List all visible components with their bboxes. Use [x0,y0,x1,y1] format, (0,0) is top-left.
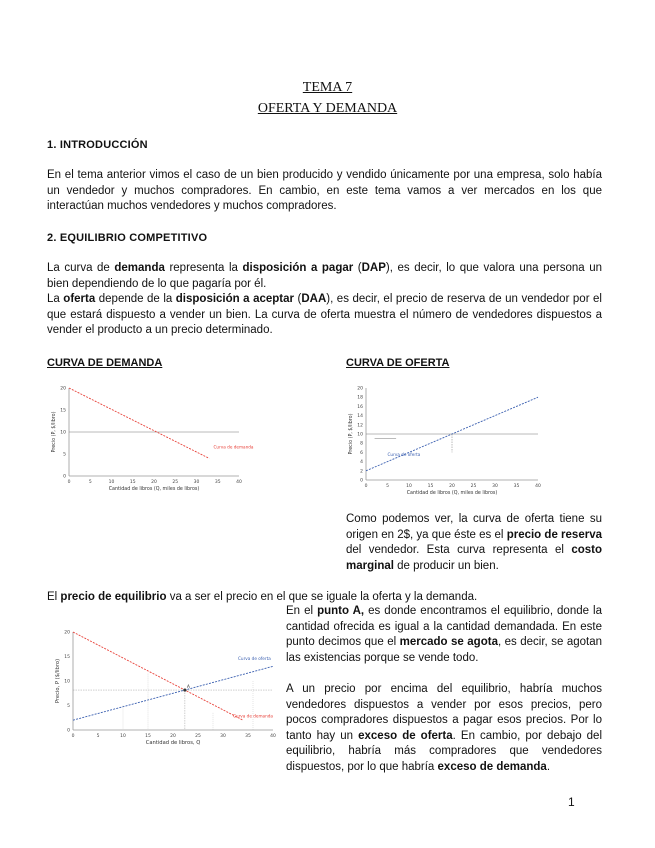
x-axis-label: Cantidad de libros (Q, miles de libros) [406,491,498,496]
paragraph-demanda [47,261,602,292]
x-tick-label: 15 [427,484,434,489]
x-tick-label: 40 [535,484,541,489]
supply-chart [342,378,542,496]
y-tick-label: 4 [360,460,363,466]
x-tick-label: 35 [214,480,221,485]
series-label: Curva de demanda [213,444,254,450]
text-bold: DAP [361,262,386,274]
y-tick-label: 16 [357,404,363,410]
text: ( [294,293,302,305]
series-label: Curva de oferta [387,452,421,458]
demand-curve-line [69,388,209,458]
y-tick-label: 5 [67,704,70,709]
curva-demanda-heading: CURVA DE DEMANDA [47,357,163,369]
doc-title-line2: OFERTA Y DEMANDA [257,101,398,116]
text: Como podemos ver, la curva de oferta tiene su origen en 2$, ya que éste es el [346,513,602,541]
y-tick-label: 15 [64,655,70,660]
text: del vendedor. Esta curva representa el [346,544,572,556]
text: . En cambio, por debajo del equilibrio, habría más compradores que vendedores dispuestos, por lo que habría [286,729,603,773]
text: La curva de [47,262,115,274]
text: En el [286,605,318,617]
text: depende de la [95,293,176,305]
demand-curve-line [73,632,243,720]
demand-chart [47,380,254,492]
y-tick-label: 20 [60,386,66,392]
equilibrium-chart [47,622,281,752]
x-axis-label: Cantidad de libros (Q, miles de libros) [108,487,200,492]
y-tick-label: 6 [360,450,363,456]
x-tick-label: 30 [492,484,498,489]
x-axis-label: Cantidad de libros, Q [145,740,201,746]
y-tick-label: 20 [64,630,70,636]
text-bold: exceso de oferta [358,729,453,742]
x-tick-label: 0 [71,734,75,739]
x-tick-label: 5 [386,484,389,489]
text: ), es decir, lo que valora una persona un bien dependiendo de lo que pagaría por él. [47,262,603,290]
y-tick-label: 0 [63,474,66,480]
equilibrium-point-label: A [186,685,190,691]
x-tick-label: 0 [67,480,71,485]
page-number: 1 [568,795,575,809]
y-tick-label: 20 [357,386,363,392]
text: va a ser el precio en el que se iguale la oferta y la demanda. [166,591,478,603]
paragraph-exceso [286,682,602,775]
text: ( [353,262,362,274]
text-bold: disposición a pagar [242,262,354,274]
x-tick-label: 0 [364,484,368,489]
text: A un precio por encima del equilibrio, habría muchos vendedores dispuestos a vender por esos precios, pero pocos compradores dispuestos a pagar esos precios. Por lo tanto hay un [286,683,602,742]
x-tick-label: 20 [170,734,176,739]
x-tick-label: 40 [270,734,276,739]
x-tick-label: 35 [513,484,520,489]
y-axis-label: Precio (P, $/libro) [52,411,57,453]
text-bold: exceso de demanda [437,760,547,773]
paragraph-punto-a [286,604,602,666]
x-tick-label: 40 [236,480,242,485]
text: representa la [164,262,243,274]
section-1-heading: 1. INTRODUCCIÓN [47,139,148,151]
text-bold: demanda [114,262,165,274]
x-tick-label: 10 [120,734,126,739]
series-label: Curva de oferta [238,655,271,661]
x-tick-label: 10 [108,480,115,485]
x-tick-label: 35 [245,734,251,739]
curva-oferta-heading: CURVA DE OFERTA [346,357,450,369]
text: de producir un bien. [393,559,499,572]
x-tick-label: 20 [151,480,157,485]
text: La [47,293,64,305]
text-bold: oferta [63,293,96,305]
y-tick-label: 18 [357,395,363,401]
text: . [546,760,551,773]
text-bold: costo marginal [346,544,602,572]
doc-title-line1: TEMA 7 [302,80,353,95]
y-tick-label: 0 [360,478,363,484]
text: ), es decir, el precio de reserva de un vendedor por el que estará dispuesto a vender un bien. La curva de oferta muestra el número de vendedores dispuestos a vender el producto a un precio determinado. [47,293,602,336]
y-tick-label: 10 [60,430,66,436]
supply-curve-line [73,666,273,720]
x-tick-label: 25 [195,734,201,739]
text-bold: DAA [301,293,327,305]
x-tick-label: 30 [193,480,200,485]
y-tick-label: 0 [67,728,70,734]
x-tick-label: 10 [406,484,412,489]
text-bold: precio de reserva [506,528,602,541]
section-2-heading: 2. EQUILIBRIO COMPETITIVO [47,232,208,244]
y-tick-label: 2 [360,469,363,475]
x-tick-label: 15 [145,734,151,739]
x-tick-label: 5 [96,734,100,739]
y-axis-label: Precio (P, $/libro) [349,413,354,455]
y-axis-label: Precio, P ($/libro) [55,658,61,704]
text-bold: mercado se agota [399,636,498,648]
x-tick-label: 30 [220,734,226,739]
y-tick-label: 5 [63,452,66,458]
text: El [47,591,61,603]
y-tick-label: 10 [64,679,70,685]
section-1-paragraph: En el tema anterior vimos el caso de un bien producido y vendido únicamente por una empresa, solo había un vendedor y muchos compradores. En cambio, en este tema vamos a ver mercados en los que interactúan muchos vendedores y muchos compradores. [47,169,602,212]
x-tick-label: 15 [129,480,136,485]
text-bold: punto A, [317,605,365,617]
text-bold: disposición a aceptar [175,293,294,305]
y-tick-label: 12 [357,423,363,429]
x-tick-label: 25 [172,480,179,485]
series-label: Curva de demanda [233,713,273,719]
text-bold: precio de equilibrio [60,591,167,603]
x-tick-label: 25 [470,484,477,489]
y-tick-label: 10 [357,432,363,438]
y-tick-label: 8 [360,441,363,447]
x-tick-label: 20 [449,484,455,489]
paragraph-oferta [47,292,602,339]
y-tick-label: 15 [60,408,66,414]
text: , es decir, se agotan las existencias porque se vende todo. [286,636,602,664]
x-tick-label: 5 [88,480,92,485]
paragraph-precio-reserva [346,512,602,574]
text: es donde encontramos el equilibrio, donde la cantidad ofrecida es igual a la cantidad demandada. En este punto decimos que el [286,605,602,648]
y-tick-label: 14 [357,414,363,420]
